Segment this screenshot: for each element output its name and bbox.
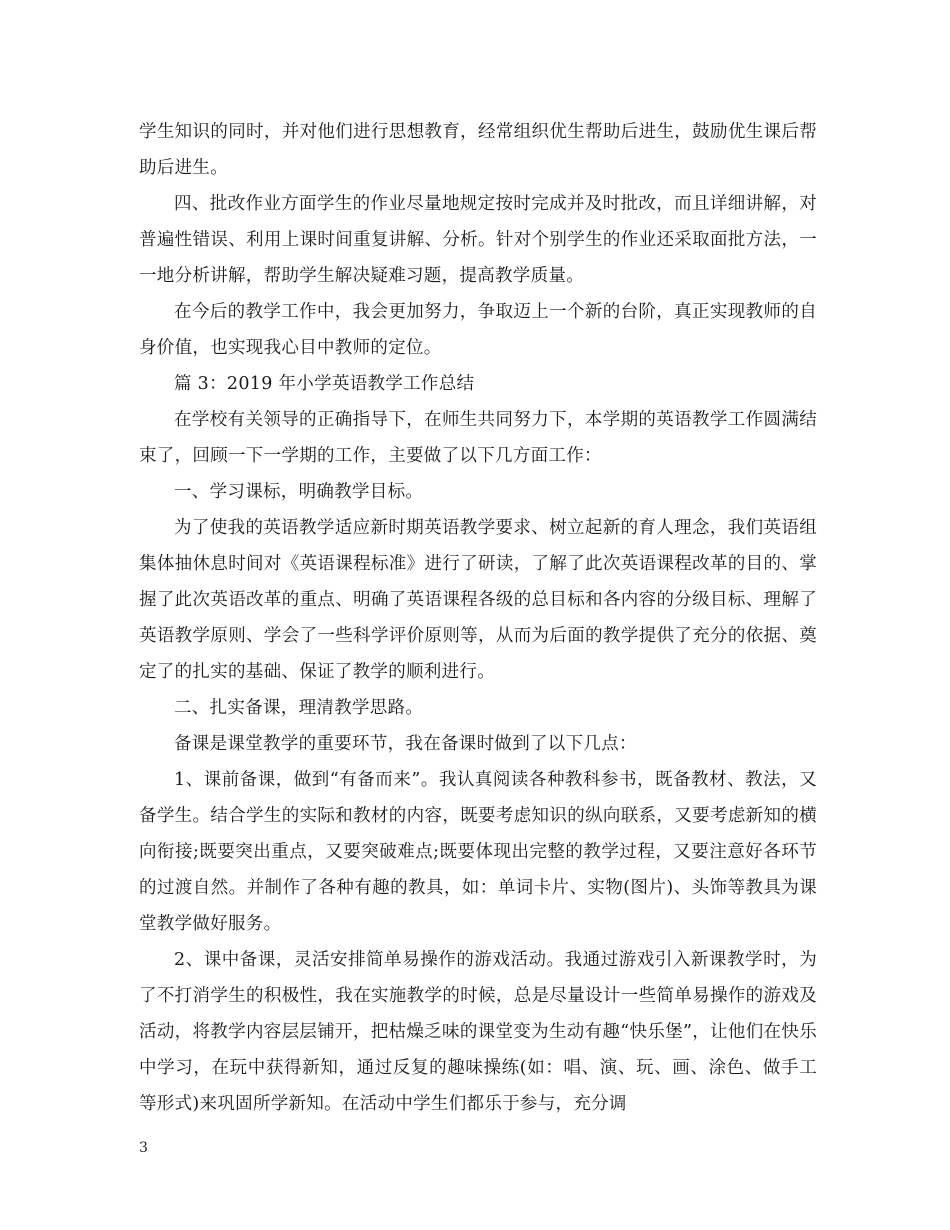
paragraph-preparation-intro: 备课是课堂教学的重要环节，我在备课时做到了以下几点： (174, 734, 637, 754)
paragraph-in-class-prep: 2、课中备课，灵活安排简单易操作的游戏活动。我通过游戏引入新课教学时，为了不打消学生的积极性，我在实施教学的时候，总是尽量设计一些简单易操作的游戏及活动，将教学内容层层铺开，把枯燥乏味的课堂变为生动有趣“快乐堡”，让他们在快乐中学习，在玩中获得新知，通过反复的趣味操练(如：唱、演、玩、画、涂色、做手工等形式)来巩固所学新知。在活动中学生们都乐于参与，充分调 (139, 950, 817, 1114)
paragraph-future-work: 在今后的教学工作中，我会更加努力，争取迈上一个新的台阶，真正实现教师的自身价值，也实现我心目中教师的定位。 (139, 302, 817, 358)
page-number: 3 (139, 1140, 148, 1156)
heading-lesson-preparation: 二、扎实备课，理清教学思路。 (174, 698, 424, 718)
document-body (139, 114, 817, 1122)
paragraph-curriculum-standards: 为了使我的英语教学适应新时期英语教学要求、树立起新的育人理念，我们英语组集体抽休息时间对《英语课程标准》进行了研读，了解了此次英语课程改革的目的、掌握了此次英语改革的重点、明确了英语课程各级的总目标和各内容的分级目标、理解了英语教学原则、学会了一些科学评价原则等，从而为后面的教学提供了充分的依据、奠定了的扎实的基础、保证了教学的顺利进行。 (139, 518, 817, 682)
paragraph-pre-class-prep: 1、课前备课，做到“有备而来”。我认真阅读各种教科参书，既备教材、教法，又备学生。结合学生的实际和教材的内容，既要考虑知识的纵向联系，又要考虑新知的横向衔接;既要突出重点，又要突破难点;既要体现出完整的教学过程，又要注意好各环节的过渡自然。并制作了各种有趣的教具，如：单词卡片、实物(图片)、头饰等教具为课堂教学做好服务。 (139, 770, 817, 934)
paragraph-homework-correction: 四、批改作业方面学生的作业尽量地规定按时完成并及时批改，而且详细讲解，对普遍性错误、利用上课时间重复讲解、分析。针对个别学生的作业还采取面批方法，一一地分析讲解，帮助学生解决疑难习题，提高教学质量。 (139, 194, 817, 286)
paragraph-continuation: 学生知识的同时，并对他们进行思想教育，经常组织优生帮助后进生，鼓励优生课后帮助后进生。 (139, 122, 817, 178)
section-heading-part3: 篇 3：2019 年小学英语教学工作总结 (174, 374, 475, 394)
paragraph-intro: 在学校有关领导的正确指导下，在师生共同努力下，本学期的英语教学工作圆满结束了，回顾一下一学期的工作，主要做了以下几方面工作： (139, 410, 817, 466)
heading-study-curriculum: 一、学习课标，明确教学目标。 (174, 482, 424, 502)
